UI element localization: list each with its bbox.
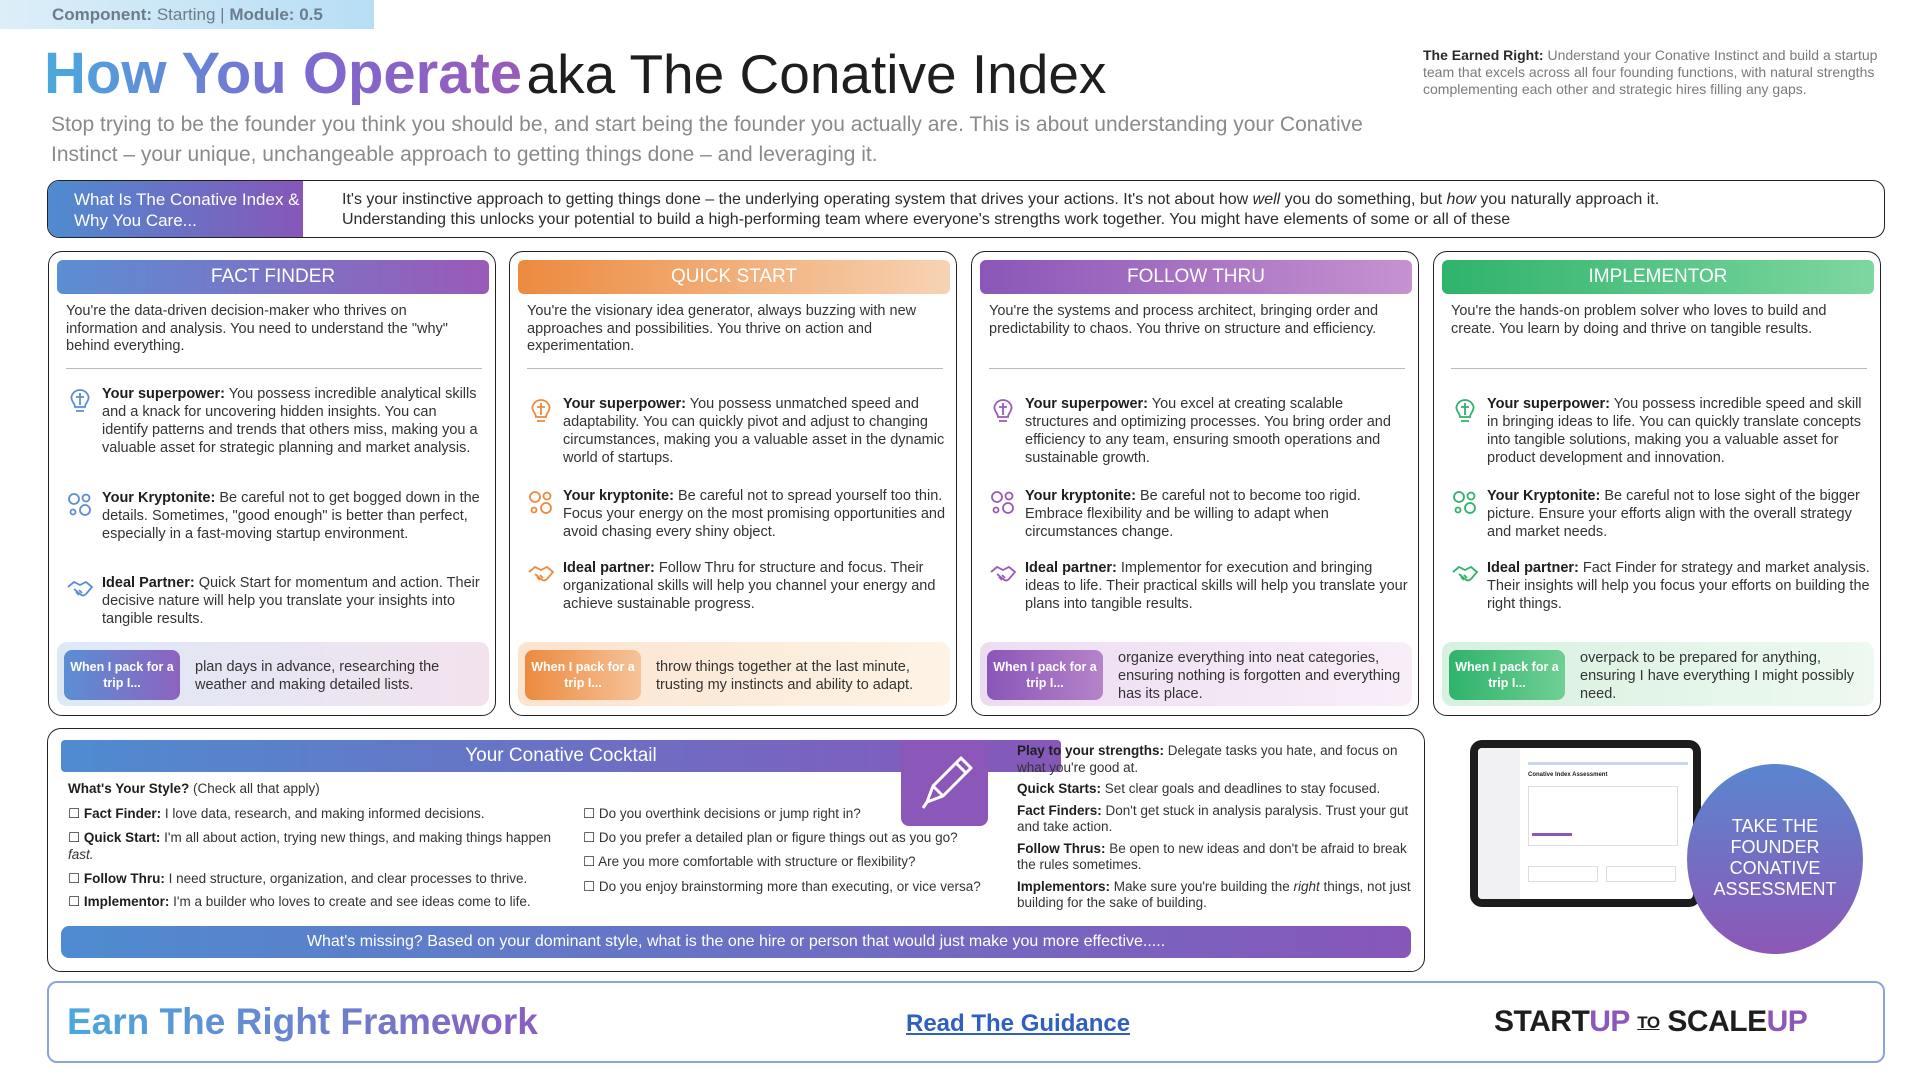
tip-text: things, not just building for the sake of building. bbox=[1017, 878, 1411, 910]
divider bbox=[527, 368, 943, 369]
pack-pill: When I pack for a trip I... bbox=[525, 650, 641, 700]
whats-missing-banner: What's missing? Based on your dominant style, what is the one hire or person that would just make you more effective..... bbox=[61, 926, 1411, 958]
logo-start: START bbox=[1494, 1005, 1590, 1038]
handshake-icon bbox=[989, 560, 1017, 588]
card-follow-thru bbox=[971, 251, 1419, 716]
card-intro: You're the hands-on problem solver who loves to build and create. You learn by doing and thrive on tangible results. bbox=[1451, 303, 1827, 337]
card-implementor bbox=[1433, 251, 1881, 716]
superpower-text: You excel at creating scalable structures and optimizing processes. You bring order and efficiency to any team, ensuring smooth operations and sustainable growth. bbox=[1025, 396, 1391, 466]
divider bbox=[1451, 368, 1867, 369]
style-option-text: I'm a builder who loves to create and see ideas come to life. bbox=[173, 894, 531, 909]
superpower-item bbox=[66, 385, 486, 473]
card-title: FOLLOW THRU bbox=[980, 260, 1412, 294]
kryptonite-label: Your Kryptonite: bbox=[1487, 488, 1601, 504]
molecule-icon bbox=[66, 490, 94, 518]
brain-icon bbox=[1451, 396, 1479, 424]
logo-to: TO bbox=[1637, 1013, 1660, 1033]
tip-text: Set clear goals and deadlines to stay focused. bbox=[1104, 781, 1381, 796]
tip-label: Implementors: bbox=[1017, 878, 1111, 894]
style-option-label: Implementor: bbox=[83, 894, 170, 909]
earned-right-text: Understand your Conative Instinct and build a startup team that excels across all four founding functions, with natural strengths complementing each other and strategic hires filling any gaps. bbox=[1423, 47, 1878, 97]
style-option-label: Fact Finder: bbox=[83, 806, 162, 821]
card-intro: You're the visionary idea generator, always buzzing with new approaches and possibilities. You thrive on action and experimentation. bbox=[527, 303, 917, 354]
page-title-aka: aka The Conative Index bbox=[526, 43, 1107, 105]
partner-item bbox=[527, 559, 947, 615]
card-intro: You're the systems and process architect, bringing order and predictability to chaos. You thrive on structure and efficiency. bbox=[989, 303, 1379, 337]
card-intro: You're the data-driven decision-maker who thrives on information and analysis. You need to understand the "why" behind everything. bbox=[66, 303, 448, 354]
question-text: Do you overthink decisions or jump right in? bbox=[598, 806, 861, 821]
handshake-icon bbox=[66, 575, 94, 603]
take-assessment-button[interactable]: TAKE THE FOUNDER CONATIVE ASSESSMENT bbox=[1687, 764, 1863, 954]
style-label: What's Your Style? bbox=[68, 781, 190, 796]
what-is-panel bbox=[47, 180, 1885, 238]
pack-text: plan days in advance, researching the weather and making detailed lists. bbox=[195, 659, 440, 693]
partner-label: Ideal Partner: bbox=[102, 575, 195, 591]
component-value: Starting bbox=[156, 5, 216, 24]
pack-text: throw things together at the last minute, trusting my instincts and ability to adapt. bbox=[656, 659, 914, 693]
what-is-line1-b: you do something, but bbox=[1284, 191, 1443, 208]
partner-text: Implementor for execution and bringing ideas to life. Their practical skills will help you translate your plans into tangible results. bbox=[1025, 560, 1408, 612]
kryptonite-text: Be careful not to spread yourself too thin. Focus your energy on the most promising opportunities and avoid chasing every shiny object. bbox=[563, 488, 946, 540]
superpower-item bbox=[527, 395, 947, 467]
what-is-em-well: well bbox=[1252, 191, 1281, 208]
question-checkbox[interactable]: ☐ Do you overthink decisions or jump right in? bbox=[583, 806, 861, 821]
pack-panel bbox=[980, 642, 1412, 706]
earned-right-label: The Earned Right: bbox=[1423, 47, 1544, 63]
style-checkbox-quick-start[interactable]: ☐ Quick Start: I'm all about action, trying new things, and making things happen fast. bbox=[68, 830, 551, 862]
handshake-icon bbox=[1451, 560, 1479, 588]
style-checkbox-fact-finder[interactable]: ☐ Fact Finder: I love data, research, and making informed decisions. bbox=[68, 806, 485, 821]
logo-up: UP bbox=[1589, 1005, 1630, 1038]
page-title bbox=[44, 40, 1106, 112]
tag-separator: | bbox=[220, 5, 225, 24]
card-fact-finder bbox=[48, 251, 496, 716]
card-title: FACT FINDER bbox=[57, 260, 489, 294]
superpower-text: You possess incredible speed and skill in bringing ideas to life. You can quickly translate concepts into tangible solutions, making you a valuable asset for product development and innovation. bbox=[1487, 396, 1862, 466]
superpower-label: Your superpower: bbox=[1487, 396, 1610, 412]
superpower-label: Your superpower: bbox=[563, 396, 686, 412]
strength-tips bbox=[1017, 743, 1417, 917]
module-label: Module: bbox=[229, 5, 295, 24]
style-option-text: I'm all about action, trying new things, and making things happen bbox=[164, 830, 551, 845]
kryptonite-item bbox=[527, 487, 947, 543]
page-subtitle: Stop trying to be the founder you think you should be, and start being the founder you actually are. This is about understanding your Conative Instinct – your unique, unchangeable approach to getting things done – and leveraging it. bbox=[51, 113, 1363, 166]
tip-item bbox=[1017, 841, 1417, 874]
cocktail-title: Your Conative Cocktail bbox=[61, 740, 1061, 772]
pack-pill: When I pack for a trip I... bbox=[987, 650, 1103, 700]
kryptonite-label: Your kryptonite: bbox=[563, 488, 674, 504]
tip-label: Quick Starts: bbox=[1017, 781, 1102, 796]
what-is-em-how: how bbox=[1446, 191, 1476, 208]
tip-em: right bbox=[1293, 878, 1320, 894]
brain-icon bbox=[989, 396, 1017, 424]
pack-text: organize everything into neat categories, ensuring nothing is forgotten and everything has its place. bbox=[1118, 650, 1401, 702]
kryptonite-label: Your kryptonite: bbox=[1025, 488, 1136, 504]
tablet-title: Conative Index Assessment bbox=[1528, 772, 1608, 778]
tip-text: Make sure you're building the bbox=[1113, 878, 1290, 894]
style-heading bbox=[68, 781, 320, 796]
partner-item bbox=[989, 559, 1409, 615]
handshake-icon bbox=[527, 560, 555, 588]
style-option-text: I love data, research, and making informed decisions. bbox=[164, 806, 485, 821]
partner-text: Fact Finder for strategy and market analysis. Their insights will help you focus your efforts on building the right things. bbox=[1487, 560, 1870, 612]
pack-text: overpack to be prepared for anything, ensuring I have everything I might possibly need. bbox=[1580, 650, 1855, 702]
what-is-line1-c: you naturally approach it. bbox=[1480, 191, 1660, 208]
partner-label: Ideal partner: bbox=[563, 560, 655, 576]
style-option-text: I need structure, organization, and clear processes to thrive. bbox=[168, 871, 528, 886]
kryptonite-label: Your Kryptonite: bbox=[102, 490, 216, 506]
component-tag bbox=[0, 0, 374, 29]
tablet-card-b bbox=[1606, 866, 1676, 882]
tip-label: Follow Thrus: bbox=[1017, 840, 1106, 856]
card-title: QUICK START bbox=[518, 260, 950, 294]
pack-pill: When I pack for a trip I... bbox=[64, 650, 180, 700]
style-option-label: Quick Start: bbox=[83, 830, 161, 845]
pack-panel bbox=[57, 642, 489, 706]
kryptonite-text: Be careful not to become too rigid. Embrace flexibility and be willing to adapt when circumstances change. bbox=[1025, 488, 1361, 540]
superpower-item bbox=[1451, 395, 1871, 467]
superpower-label: Your superpower: bbox=[1025, 396, 1148, 412]
tip-item bbox=[1017, 803, 1417, 836]
molecule-icon bbox=[527, 488, 555, 516]
superpower-label: Your superpower: bbox=[102, 386, 225, 402]
read-guidance-link[interactable]: Read The Guidance bbox=[906, 1010, 1131, 1037]
partner-item bbox=[66, 574, 486, 634]
superpower-text: You possess incredible analytical skills and a knack for uncovering hidden insights. You can identify patterns and trends that others miss, making you a valuable asset for strategic planning and market analysis. bbox=[102, 386, 478, 456]
superpower-item bbox=[989, 395, 1409, 467]
style-option-label: Follow Thru: bbox=[83, 871, 165, 886]
question-text: Do you prefer a detailed plan or figure things out as you go? bbox=[598, 830, 958, 845]
tablet-question-box bbox=[1528, 786, 1678, 846]
what-is-line1-a: It's your instinctive approach to getting things done – the underlying operating system that drives your actions. It's not about how bbox=[342, 191, 1249, 208]
question-checkbox[interactable]: ☐ Do you enjoy brainstorming more than executing, or vice versa? bbox=[583, 879, 981, 894]
tip-label: Play to your strengths: bbox=[1017, 743, 1165, 758]
divider bbox=[66, 368, 482, 369]
kryptonite-item bbox=[989, 487, 1409, 543]
style-option-em: fast. bbox=[68, 847, 94, 862]
divider bbox=[989, 368, 1405, 369]
tip-label: Fact Finders: bbox=[1017, 802, 1102, 818]
partner-label: Ideal partner: bbox=[1487, 560, 1579, 576]
pack-pill: When I pack for a trip I... bbox=[1449, 650, 1565, 700]
kryptonite-text: Be careful not to lose sight of the bigger picture. Ensure your efforts align with the overall strategy and market needs. bbox=[1487, 488, 1860, 540]
kryptonite-item bbox=[66, 489, 486, 561]
framework-title: Earn The Right Framework bbox=[67, 1001, 538, 1042]
tip-item bbox=[1017, 743, 1417, 776]
tablet-tab-strip bbox=[1528, 762, 1688, 765]
tablet-sidebar bbox=[1478, 748, 1520, 899]
partner-item bbox=[1451, 559, 1871, 615]
kryptonite-text: Be careful not to get bogged down in the details. Sometimes, "good enough" is better than perfect, especially in a fast-moving startup environment. bbox=[102, 490, 480, 542]
page-title-main: How You Operate bbox=[44, 41, 523, 106]
logo-up: UP bbox=[1766, 1005, 1808, 1038]
style-note: (Check all that apply) bbox=[193, 781, 320, 796]
question-text: Do you enjoy brainstorming more than executing, or vice versa? bbox=[598, 879, 981, 894]
question-text: Are you more comfortable with structure or flexibility? bbox=[598, 854, 916, 869]
tablet-progress bbox=[1532, 833, 1572, 836]
partner-label: Ideal partner: bbox=[1025, 560, 1117, 576]
tip-item bbox=[1017, 781, 1417, 798]
tablet-screen bbox=[1478, 748, 1693, 899]
what-is-line2: Understanding this unlocks your potential to build a high-performing team where everyone's strengths work together. You might have elements of some or all of these bbox=[342, 211, 1511, 228]
kryptonite-item bbox=[1451, 487, 1871, 543]
partner-text: Quick Start for momentum and action. Their decisive nature will help you translate your insights into tangible results. bbox=[102, 575, 480, 627]
assessment-tablet-image[interactable] bbox=[1470, 740, 1701, 907]
pack-panel bbox=[1442, 642, 1874, 706]
what-is-label: What Is The Conative Index & Why You Care... bbox=[48, 181, 303, 237]
what-is-text bbox=[342, 190, 1872, 230]
startup-to-scaleup-logo bbox=[1494, 1005, 1807, 1039]
tip-text: Delegate tasks you hate, and focus on what you're good at. bbox=[1017, 743, 1398, 775]
earned-right-note bbox=[1423, 47, 1893, 98]
style-checkbox-follow-thru[interactable]: ☐ Follow Thru: I need structure, organization, and clear processes to thrive. bbox=[68, 871, 528, 886]
brain-icon bbox=[66, 386, 94, 414]
tip-text: Be open to new ideas and don't be afraid to break the rules sometimes. bbox=[1017, 840, 1407, 872]
question-checkbox[interactable]: ☐ Are you more comfortable with structure or flexibility? bbox=[583, 854, 916, 869]
footer-bar bbox=[47, 981, 1885, 1063]
molecule-icon bbox=[989, 488, 1017, 516]
conative-cocktail-panel bbox=[47, 728, 1425, 972]
pack-panel bbox=[518, 642, 950, 706]
question-checkbox[interactable]: ☐ Do you prefer a detailed plan or figure things out as you go? bbox=[583, 830, 958, 845]
style-checkbox-implementor[interactable]: ☐ Implementor: I'm a builder who loves to create and see ideas come to life. bbox=[68, 894, 531, 909]
tip-text: Don't get stuck in analysis paralysis. Trust your gut and take action. bbox=[1017, 802, 1409, 834]
partner-text: Follow Thru for structure and focus. Their organizational skills will help you channel your energy and achieve sustainable progress. bbox=[563, 560, 936, 612]
logo-scale: SCALE bbox=[1667, 1005, 1767, 1038]
module-value: 0.5 bbox=[299, 5, 323, 24]
card-title: IMPLEMENTOR bbox=[1442, 260, 1874, 294]
molecule-icon bbox=[1451, 488, 1479, 516]
tip-item bbox=[1017, 879, 1417, 912]
tablet-card-a bbox=[1528, 866, 1598, 882]
brain-icon bbox=[527, 396, 555, 424]
component-label: Component: bbox=[52, 5, 153, 24]
superpower-text: You possess unmatched speed and adaptability. You can quickly pivot and adjust to changing circumstances, making you a valuable asset in the dynamic world of startups. bbox=[563, 396, 945, 466]
card-quick-start bbox=[509, 251, 957, 716]
